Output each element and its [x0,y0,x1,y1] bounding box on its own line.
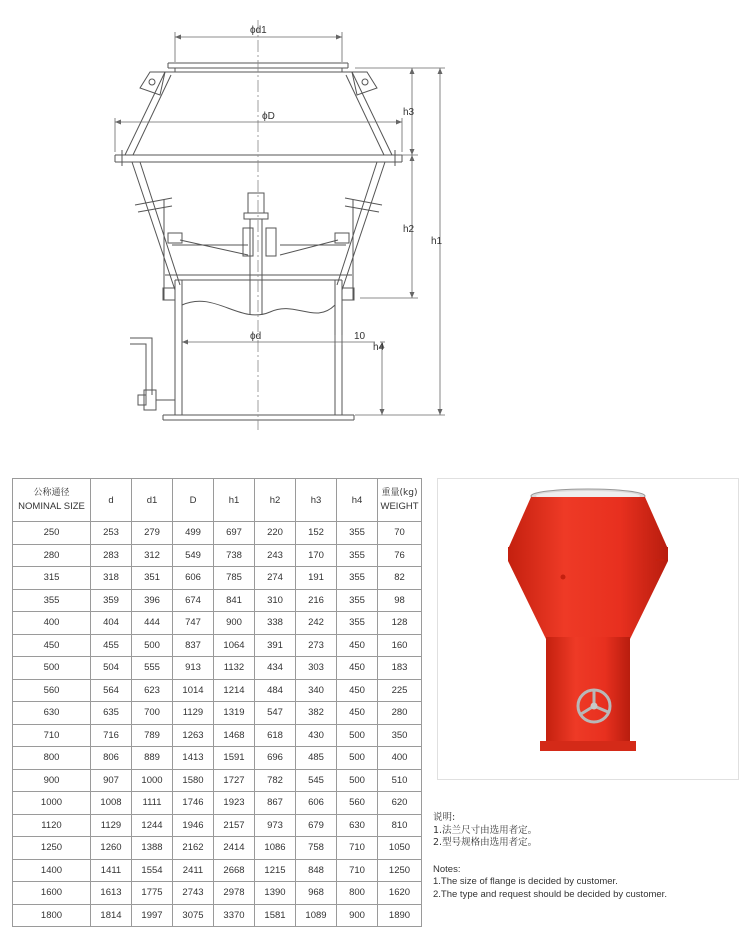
table-cell: 697 [214,522,255,545]
table-cell: 738 [214,544,255,567]
table-cell: 152 [296,522,337,545]
table-cell: 1132 [214,657,255,680]
table-cell: 183 [378,657,422,680]
dim-label-h4: h4 [373,342,385,353]
table-cell: 1620 [378,882,422,905]
table-cell: 1050 [378,837,422,860]
table-cell: 1800 [13,904,91,927]
header-en-label: NOMINAL SIZE [18,501,85,512]
table-cell: 560 [337,792,378,815]
table-cell: 747 [173,612,214,635]
table-cell: 549 [173,544,214,567]
table-cell: 806 [91,747,132,770]
notes-zh-title: 说明: [433,812,456,823]
table-header-cell [214,479,255,522]
table-cell: 1390 [255,882,296,905]
table-cell: 450 [337,657,378,680]
header-en-label: h4 [351,494,363,506]
table-cell: 1214 [214,679,255,702]
dim-label-h2: h2 [403,224,415,235]
table-cell: 450 [337,634,378,657]
table-cell: 630 [337,814,378,837]
table-cell: 430 [296,724,337,747]
table-cell: 279 [132,522,173,545]
table-row [13,544,422,567]
notes-en-title: Notes: [433,863,461,875]
table-cell: 2162 [173,837,214,860]
table-cell: 635 [91,702,132,725]
table-cell: 216 [296,589,337,612]
table-cell: 810 [378,814,422,837]
dim-label-d1: ϕd1 [250,25,267,36]
table-row [13,904,422,927]
table-cell: 837 [173,634,214,657]
dim-label-h3: h3 [403,107,415,118]
table-row [13,522,422,545]
table-cell: 396 [132,589,173,612]
table-row [13,882,422,905]
table-cell: 1120 [13,814,91,837]
table-cell: 2414 [214,837,255,860]
dim-label-d: ϕd [250,331,262,342]
table-cell: 450 [337,679,378,702]
table-cell: 220 [255,522,296,545]
table-cell: 1263 [173,724,214,747]
table-cell: 3075 [173,904,214,927]
table-cell: 564 [91,679,132,702]
table-cell: 2978 [214,882,255,905]
table-row [13,837,422,860]
table-header-cell [378,479,422,522]
header-en-label: h1 [228,494,240,506]
table-cell: 785 [214,567,255,590]
table-header-cell [173,479,214,522]
table-cell: 900 [13,769,91,792]
table-cell: 400 [378,747,422,770]
table-cell: 312 [132,544,173,567]
table-cell: 1554 [132,859,173,882]
table-cell: 800 [337,882,378,905]
table-cell: 1000 [132,769,173,792]
dim-label-h1: h1 [431,236,443,247]
table-cell: 274 [255,567,296,590]
table-cell: 1413 [173,747,214,770]
table-cell: 1250 [378,859,422,882]
table-cell: 391 [255,634,296,657]
table-cell: 1591 [214,747,255,770]
table-cell: 253 [91,522,132,545]
table-header-row [13,479,422,522]
table-cell: 758 [296,837,337,860]
table-row [13,612,422,635]
table-body [13,522,422,927]
table-cell: 128 [378,612,422,635]
table-cell: 1388 [132,837,173,860]
table-cell: 1890 [378,904,422,927]
table-cell: 1000 [13,792,91,815]
table-row [13,567,422,590]
table-cell: 716 [91,724,132,747]
table-cell: 841 [214,589,255,612]
table-cell: 1613 [91,882,132,905]
table-cell: 1086 [255,837,296,860]
table-cell: 1411 [91,859,132,882]
table-cell: 848 [296,859,337,882]
table-cell: 710 [13,724,91,747]
table-cell: 359 [91,589,132,612]
table-cell: 789 [132,724,173,747]
table-cell: 1997 [132,904,173,927]
table-cell: 2157 [214,814,255,837]
table-cell: 315 [13,567,91,590]
table-cell: 1111 [132,792,173,815]
table-cell: 2411 [173,859,214,882]
table-cell: 1008 [91,792,132,815]
table-header-cell [296,479,337,522]
table-cell: 355 [337,589,378,612]
table-row [13,859,422,882]
table-cell: 1244 [132,814,173,837]
table-cell: 3370 [214,904,255,927]
table-cell: 355 [337,612,378,635]
table-cell: 500 [132,634,173,657]
table-cell: 355 [337,567,378,590]
table-cell: 243 [255,544,296,567]
table-cell: 1600 [13,882,91,905]
table-cell: 867 [255,792,296,815]
table-cell: 1014 [173,679,214,702]
table-cell: 500 [337,747,378,770]
table-cell: 1064 [214,634,255,657]
table-cell: 968 [296,882,337,905]
valve-photo-illustration [438,479,738,779]
table-cell: 547 [255,702,296,725]
table-cell: 710 [337,859,378,882]
table-row [13,747,422,770]
table-cell: 273 [296,634,337,657]
table-header-cell [337,479,378,522]
table-cell: 510 [378,769,422,792]
table-cell: 225 [378,679,422,702]
table-row [13,634,422,657]
notes-zh-item-1: 1.法兰尺寸由选用者定。 [433,824,538,836]
table-header-cell [91,479,132,522]
table-cell: 500 [337,724,378,747]
table-cell: 782 [255,769,296,792]
table-cell: 500 [337,769,378,792]
table-cell: 280 [378,702,422,725]
table-cell: 382 [296,702,337,725]
table-cell: 679 [296,814,337,837]
table-cell: 1581 [255,904,296,927]
table-cell: 2668 [214,859,255,882]
table-cell: 700 [132,702,173,725]
header-en-label: h2 [269,494,281,506]
table-row [13,724,422,747]
table-cell: 350 [378,724,422,747]
table-cell: 900 [337,904,378,927]
table-cell: 907 [91,769,132,792]
table-cell: 76 [378,544,422,567]
table-cell: 355 [13,589,91,612]
table-cell: 1400 [13,859,91,882]
table-cell: 444 [132,612,173,635]
table-cell: 623 [132,679,173,702]
dim-label-offset: 10 [354,331,366,342]
table-cell: 484 [255,679,296,702]
table-row [13,814,422,837]
table-cell: 1727 [214,769,255,792]
header-en-label: d1 [146,494,158,506]
table-row [13,679,422,702]
table-cell: 485 [296,747,337,770]
table-cell: 1215 [255,859,296,882]
table-cell: 545 [296,769,337,792]
table-cell: 280 [13,544,91,567]
table-cell: 500 [13,657,91,680]
table-cell: 1129 [91,814,132,837]
table-cell: 283 [91,544,132,567]
specification-table [12,478,422,927]
product-photo [437,478,739,780]
table-cell: 310 [255,589,296,612]
table-cell: 340 [296,679,337,702]
table-cell: 973 [255,814,296,837]
table-cell: 70 [378,522,422,545]
table-cell: 434 [255,657,296,680]
table-cell: 1250 [13,837,91,860]
header-en-label: WEIGHT [380,501,419,512]
table-row [13,657,422,680]
table-cell: 250 [13,522,91,545]
table-cell: 1746 [173,792,214,815]
header-en-label: d [108,494,114,506]
table-cell: 1775 [132,882,173,905]
table-cell: 1468 [214,724,255,747]
notes-en-item-2: 2.The type and request should be decided by customer. [433,888,667,900]
table-cell: 404 [91,612,132,635]
table-cell: 889 [132,747,173,770]
table-cell: 351 [132,567,173,590]
header-en-label: D [189,494,197,506]
table-header-cell [13,479,91,522]
table-cell: 606 [173,567,214,590]
table-cell: 710 [337,837,378,860]
table-cell: 338 [255,612,296,635]
table-cell: 1129 [173,702,214,725]
table-cell: 1260 [91,837,132,860]
table-cell: 160 [378,634,422,657]
table-cell: 455 [91,634,132,657]
table-cell: 303 [296,657,337,680]
table-cell: 504 [91,657,132,680]
table-cell: 900 [214,612,255,635]
table-cell: 170 [296,544,337,567]
table-cell: 82 [378,567,422,590]
table-cell: 674 [173,589,214,612]
notes-zh-item-2: 2.型号规格由选用者定。 [433,837,538,848]
table-cell: 242 [296,612,337,635]
table-cell: 191 [296,567,337,590]
notes-section [433,812,733,901]
table-cell: 1946 [173,814,214,837]
table-cell: 450 [337,702,378,725]
notes-en-item-1: 1.The size of flange is decided by customer. [433,876,618,887]
table-header-cell [132,479,173,522]
table-cell: 560 [13,679,91,702]
table-cell: 499 [173,522,214,545]
table-cell: 555 [132,657,173,680]
table-cell: 696 [255,747,296,770]
table-row [13,702,422,725]
table-row [13,769,422,792]
table-cell: 450 [13,634,91,657]
table-cell: 1580 [173,769,214,792]
dim-label-D: ϕD [262,111,275,122]
table-cell: 2743 [173,882,214,905]
table-cell: 355 [337,522,378,545]
header-en-label: h3 [310,494,322,506]
table-cell: 355 [337,544,378,567]
table-cell: 98 [378,589,422,612]
header-zh-label: 重量(kg) [381,488,418,498]
table-cell: 800 [13,747,91,770]
table-cell: 400 [13,612,91,635]
table-cell: 318 [91,567,132,590]
table-cell: 630 [13,702,91,725]
header-zh-label: 公称通径 [33,488,70,498]
table-cell: 1089 [296,904,337,927]
table-cell: 1814 [91,904,132,927]
table-header-cell [255,479,296,522]
table-cell: 620 [378,792,422,815]
table-cell: 606 [296,792,337,815]
table-row [13,589,422,612]
table-cell: 1319 [214,702,255,725]
table-cell: 618 [255,724,296,747]
table-cell: 913 [173,657,214,680]
table-cell: 1923 [214,792,255,815]
table-row [13,792,422,815]
